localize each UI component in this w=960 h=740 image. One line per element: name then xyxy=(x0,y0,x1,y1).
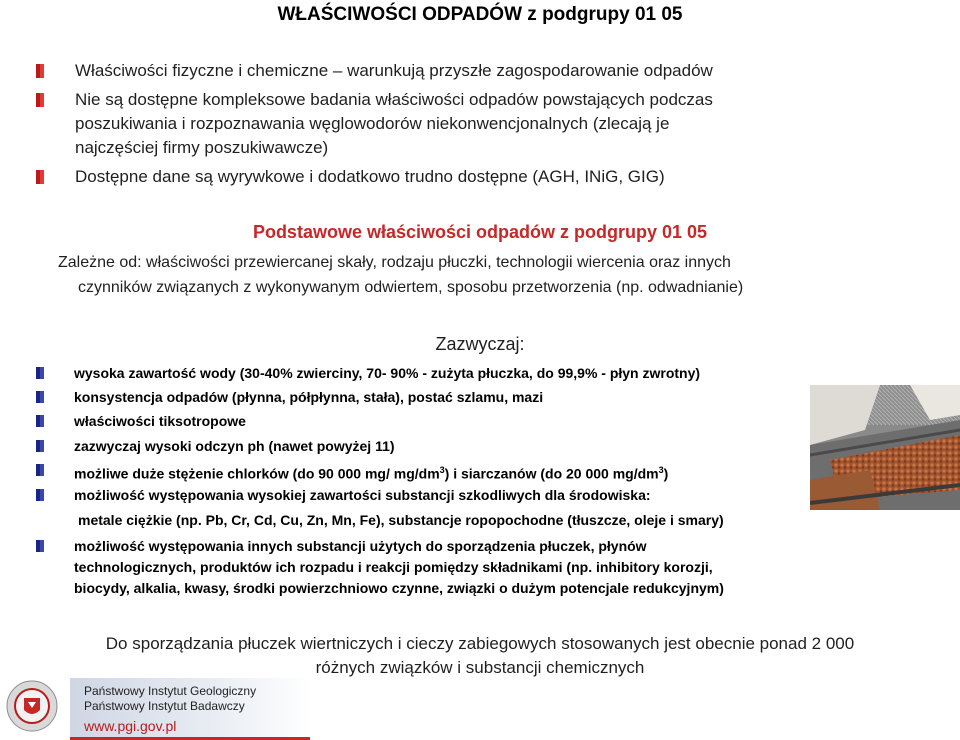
dependence-line-1: Zależne od: właściwości przewiercanej skały, rodzaju płuczki, technologii wiercenia oraz innych xyxy=(58,254,731,271)
item-useful-3: biocydy, alkalia, kwasy, środki powierzchniowo czynne, związki o dużym potencjale redukcyjnym) xyxy=(74,580,724,596)
usually-label: Zazwyczaj: xyxy=(435,334,525,354)
dependence-line-2: czynników związanych z wykonywanym odwiertem, sposobu przetworzenia (np. odwadnianie) xyxy=(78,279,744,296)
bullet-text-data: Dostępne dane są wyrywkowe i dodatkowo trudno dostępne (AGH, INiG, GIG) xyxy=(75,167,665,186)
bullet-red-icon xyxy=(36,64,44,78)
footer-line-1: Do sporządzania płuczek wiertniczych i cieczy zabiegowych stosowanych jest obecnie ponad 2 000 xyxy=(105,634,855,653)
item-useful-1: możliwość występowania innych substancji użytych do sporządzenia płuczek, płynów xyxy=(74,538,647,554)
section-subheading: Podstawowe właściwości odpadów z podgrupy 01 05 xyxy=(252,222,708,242)
item-useful-2: technologicznych, produktów ich rozpadu i reakcji pomiędzy składnikami (np. inhibitory korozji, xyxy=(74,559,713,575)
bullet-red-icon xyxy=(36,93,44,107)
bullet-blue-icon xyxy=(36,489,44,501)
footer-line-2: różnych związków i substancji chemicznych xyxy=(315,658,645,677)
bullet-blue-icon xyxy=(36,367,44,379)
website-link[interactable]: www.pgi.gov.pl xyxy=(84,718,177,734)
pgi-logo-icon xyxy=(6,680,58,732)
item-metals: metale ciężkie (np. Pb, Cr, Cd, Cu, Zn, Mn, Fe), substancje ropopochodne (tłuszcze, oleje i smary) xyxy=(78,512,724,528)
item-water: wysoka zawartość wody (30-40% zwierciny, 70- 90% - zużyta płuczka, do 99,9% - płyn zwrotny) xyxy=(74,365,701,381)
org-name-1: Państwowy Instytut Geologiczny xyxy=(84,684,257,698)
bullet-blue-icon xyxy=(36,464,44,476)
item-thixotropic: właściwości tiksotropowe xyxy=(74,413,246,429)
bullet-text-properties: Właściwości fizyczne i chemiczne – warunkują przyszłe zagospodarowanie odpadów xyxy=(75,61,713,80)
bullet-blue-icon xyxy=(36,391,44,403)
drill-cuttings-photo xyxy=(810,385,960,510)
item-chlorides: możliwe duże stężenie chlorków (do 90 000 mg/ $mg/dm^3$) i siarczanów (do 20 000 $mg/dm^3$) xyxy=(74,465,669,482)
page-title: WŁAŚCIWOŚCI ODPADÓW z podgrupy 01 05 xyxy=(277,4,683,25)
item-ph: zazwyczaj wysoki odczyn ph (nawet powyżej 11) xyxy=(74,438,395,454)
bullet-blue-icon xyxy=(36,440,44,452)
item-harmful: możliwość występowania wysokiej zawartości substancji szkodliwych dla środowiska: xyxy=(74,487,651,503)
bullet-red-icon xyxy=(36,170,44,184)
org-name-2: Państwowy Instytut Badawczy xyxy=(84,699,245,713)
bullet-blue-icon xyxy=(36,540,44,552)
bullet-blue-icon xyxy=(36,415,44,427)
item-consistency: konsystencja odpadów (płynna, półpłynna, stała), postać szlamu, mazi xyxy=(74,389,544,405)
bullet-text-studies: Nie są dostępne kompleksowe badania właściwości odpadów powstających podczas poszukiwania i rozpoznawania węglowodorów niekonwencjonalnych (zlecają je najczęściej firmy poszukiwawcze) xyxy=(75,90,713,157)
